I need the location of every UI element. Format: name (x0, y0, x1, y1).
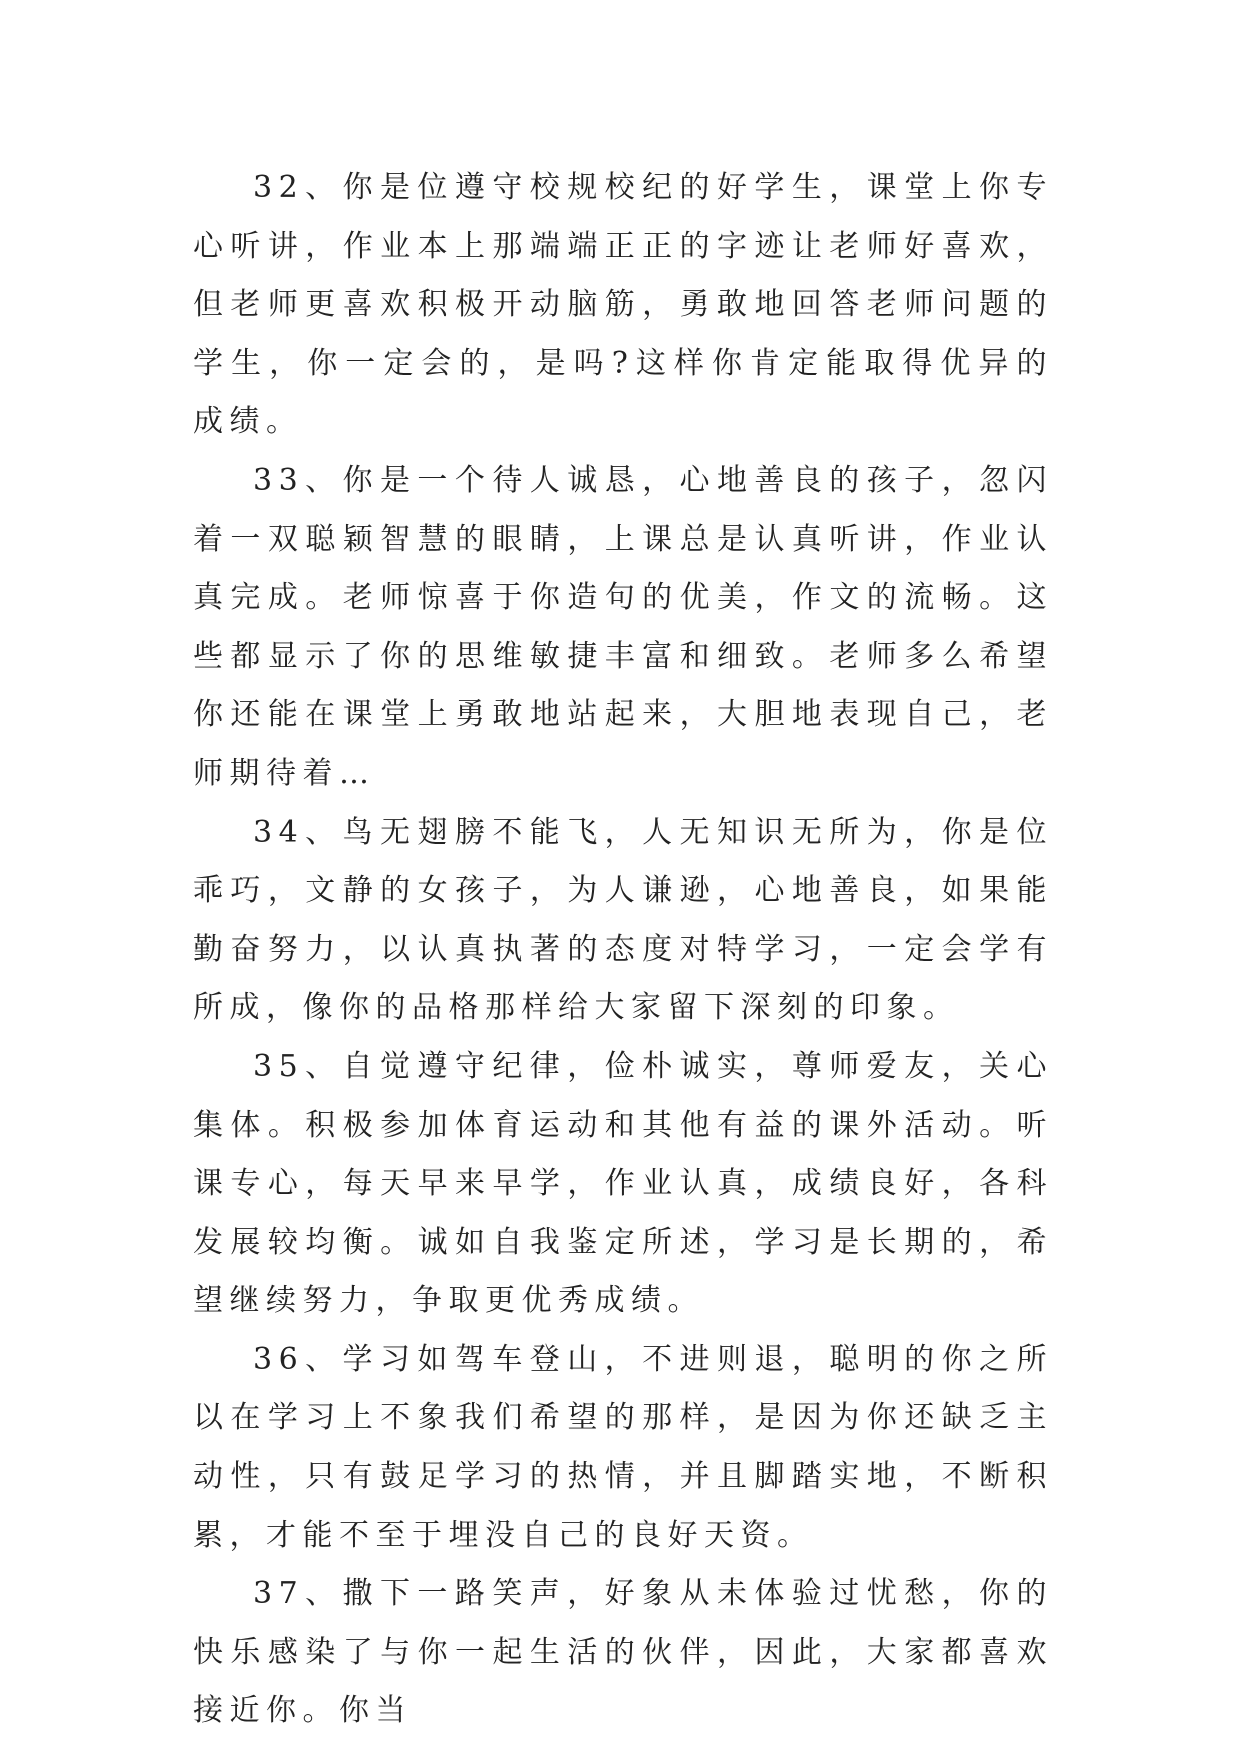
comment-paragraph-32: 32、你是位遵守校规校纪的好学生，课堂上你专心听讲，作业本上那端端正正的字迹让老师好喜欢，但老师更喜欢积极开动脑筋，勇敢地回答老师问题的学生，你一定会的，是吗?这样你肯定能取得优异的成绩。 (193, 170, 1053, 440)
comment-paragraph-33: 33、你是一个待人诚恳，心地善良的孩子，忽闪着一双聪颖智慧的眼睛，上课总是认真听讲，作业认真完成。老师惊喜于你造句的优美，作文的流畅。这些都显示了你的思维敏捷丰富和细致。老师多么希望你还能在课堂上勇敢地站起来，大胆地表现自己，老师期待着… (193, 462, 1053, 791)
comment-paragraph-36: 36、学习如驾车登山，不进则退，聪明的你之所以在学习上不象我们希望的那样，是因为你还缺乏主动性，只有鼓足学习的热情，并且脚踏实地，不断积累，才能不至于埋没自己的良好天资。 (193, 1341, 1053, 1553)
comment-paragraph-37: 37、撒下一路笑声，好象从未体验过忧愁，你的快乐感染了与你一起生活的伙伴，因此，大家都喜欢接近你。你当 (193, 1576, 1053, 1729)
document-body (193, 159, 1053, 1741)
comment-paragraph-34: 34、鸟无翅膀不能飞，人无知识无所为，你是位乖巧，文静的女孩子，为人谦逊，心地善良，如果能勤奋努力，以认真执著的态度对特学习，一定会学有所成，像你的品格那样给大家留下深刻的印象。 (193, 814, 1053, 1026)
comment-paragraph-35: 35、自觉遵守纪律，俭朴诚实，尊师爱友，关心集体。积极参加体育运动和其他有益的课外活动。听课专心，每天早来早学，作业认真，成绩良好，各科发展较均衡。诚如自我鉴定所述，学习是长期的，希望继续努力，争取更优秀成绩。 (193, 1048, 1053, 1319)
